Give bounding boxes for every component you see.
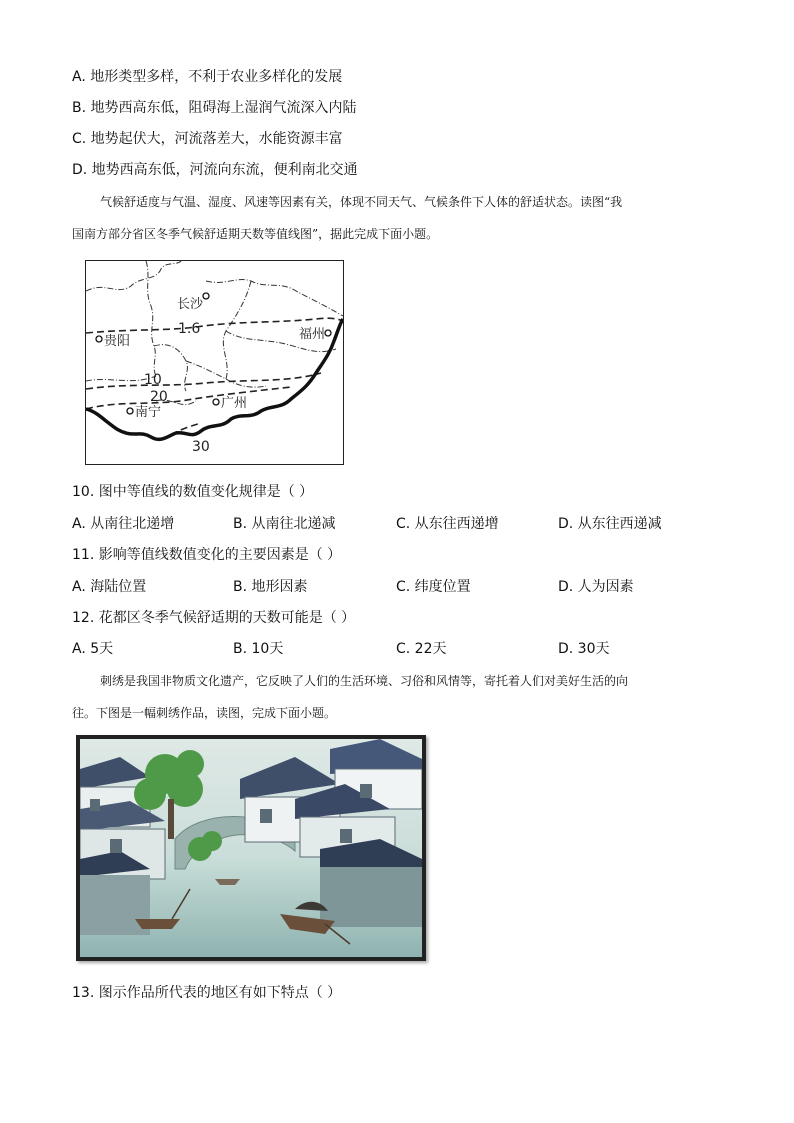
q11-option-a: A. 海陆位置: [72, 579, 147, 595]
isoline-map-drawing: [86, 261, 343, 464]
option-c-prev: C. 地势起伏大，河流落差大，水能资源丰富: [72, 131, 343, 147]
intro-paragraph-1-line-2: 国南方部分省区冬季气候舒适期天数等值线图”，据此完成下面小题。: [72, 227, 439, 241]
intro-paragraph-2-line-1: 刺绣是我国非物质文化遗产，它反映了人们的生活环境、习俗和风情等，寄托着人们对美好生活的向: [100, 674, 629, 688]
q11-option-c: C. 纬度位置: [396, 579, 471, 595]
q10-option-d: D. 从东往西递减: [558, 516, 662, 532]
q12-option-a: A. 5天: [72, 641, 114, 657]
q11-option-b: B. 地形因素: [233, 579, 308, 595]
city-label-guangzhou: 广州: [221, 396, 248, 411]
intro-paragraph-1-line-1: 气候舒适度与气温、湿度、风速等因素有关，体现不同天气、气候条件下人体的舒适状态。读图“我: [100, 195, 623, 209]
isoline-label-2: 10: [144, 372, 162, 388]
isoline-label-1: 1.6: [178, 321, 201, 337]
city-label-nanning: 南宁: [135, 405, 162, 420]
isoline-label-4: 30: [192, 439, 210, 455]
question-11-stem: 11. 影响等值线数值变化的主要因素是（ ）: [72, 547, 342, 563]
question-12-stem: 12. 花都区冬季气候舒适期的天数可能是（ ）: [72, 610, 356, 626]
option-b-prev: B. 地势西高东低，阻碍海上湿润气流深入内陆: [72, 100, 357, 116]
embroidery-picture: [76, 735, 426, 961]
intro-paragraph-2-line-2: 往。下图是一幅刺绣作品，读图，完成下面小题。: [72, 706, 337, 720]
embroidery-scene: [80, 739, 422, 957]
option-a-prev: A. 地形类型多样，不利于农业多样化的发展: [72, 69, 343, 85]
q11-option-d: D. 人为因素: [558, 579, 634, 595]
isoline-map: [85, 260, 344, 465]
city-label-guiyang: 贵阳: [104, 334, 131, 349]
city-label-fuzhou: 福州: [299, 327, 326, 342]
isoline-label-3: 20: [150, 389, 168, 405]
q10-option-b: B. 从南往北递减: [233, 516, 336, 532]
q12-option-b: B. 10天: [233, 641, 284, 657]
option-d-prev: D. 地势西高东低，河流向东流，便利南北交通: [72, 162, 358, 178]
city-label-changsha: 长沙: [177, 297, 204, 312]
question-10-stem: 10. 图中等值线的数值变化规律是（ ）: [72, 484, 314, 500]
question-13-stem: 13. 图示作品所代表的地区有如下特点（ ）: [72, 985, 342, 1001]
q12-option-d: D. 30天: [558, 641, 610, 657]
q10-option-c: C. 从东往西递增: [396, 516, 499, 532]
q12-option-c: C. 22天: [396, 641, 447, 657]
q10-option-a: A. 从南往北递增: [72, 516, 175, 532]
